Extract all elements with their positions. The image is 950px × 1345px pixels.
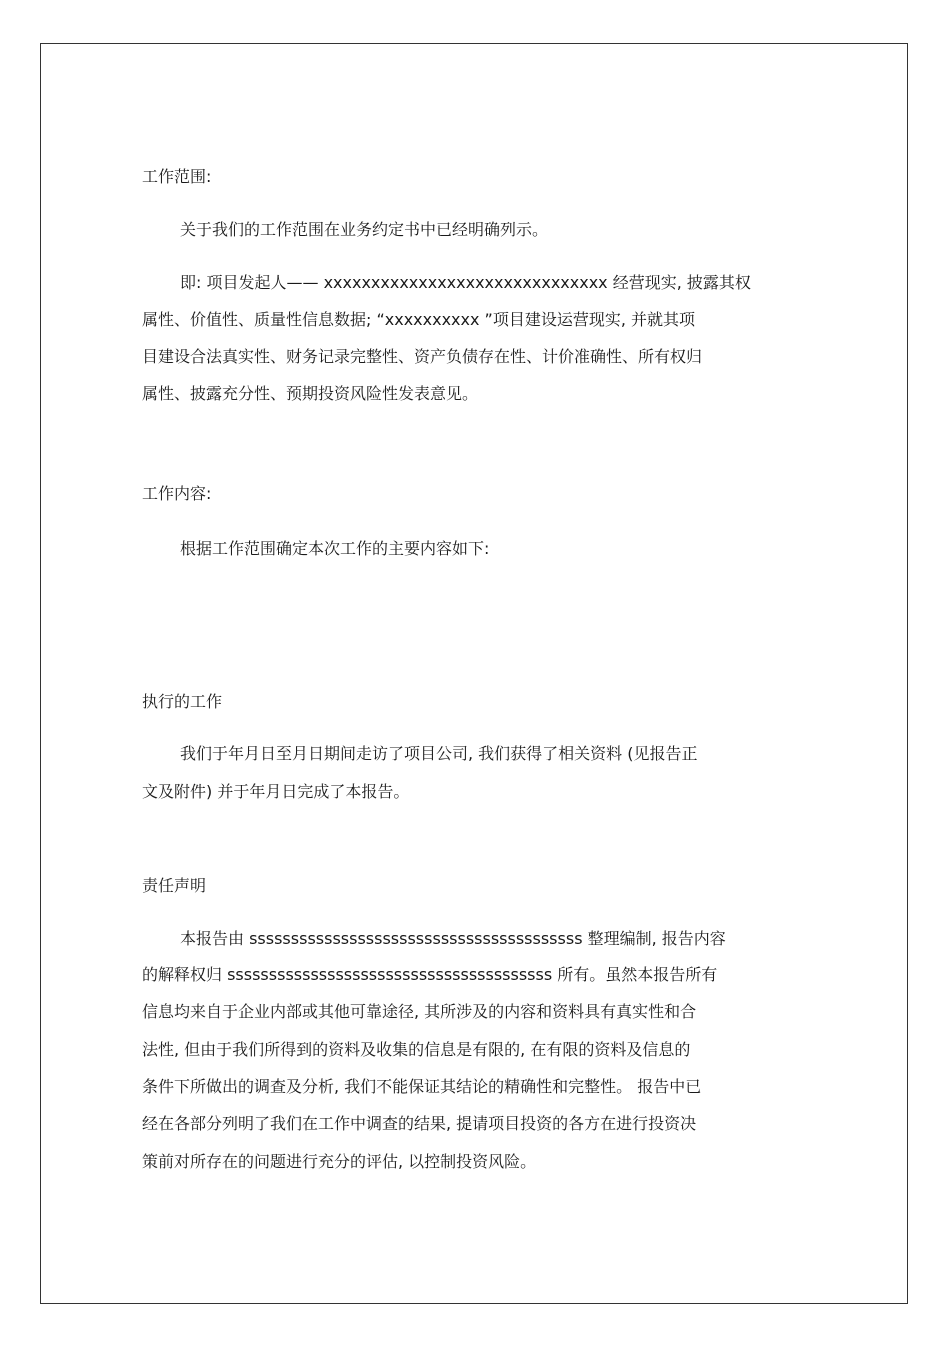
content-heading: 工作内容: <box>142 484 212 503</box>
liability-heading: 责任声明 <box>142 876 207 895</box>
scope-paragraph-2-line-1: 即: 项目发起人—— xxxxxxxxxxxxxxxxxxxxxxxxxxxxxx 经营现实, 披露其权 <box>180 273 751 292</box>
content-paragraph-1: 根据工作范围确定本次工作的主要内容如下: <box>180 539 490 558</box>
scope-paragraph-2-line-2: 属性、价值性、质量性信息数据; “xxxxxxxxxx ”项目建设运营现实, 并就其项 <box>142 310 696 329</box>
work-line-1: 我们于年月日至月日期间走访了项目公司, 我们获得了相关资料 (见报告正 <box>180 744 698 763</box>
liability-line-3: 信息均来自于企业内部或其他可靠途径, 其所涉及的内容和资料具有真实性和合 <box>142 1002 697 1021</box>
liability-line-5: 条件下所做出的调查及分析, 我们不能保证其结论的精确性和完整性。 报告中已 <box>142 1077 702 1096</box>
work-line-2: 文及附件) 并于年月日完成了本报告。 <box>142 782 410 801</box>
liability-line-7: 策前对所存在的问题进行充分的评估, 以控制投资风险。 <box>142 1152 537 1171</box>
liability-line-6: 经在各部分列明了我们在工作中调查的结果, 提请项目投资的各方在进行投资决 <box>142 1114 697 1133</box>
scope-heading: 工作范围: <box>142 167 212 186</box>
work-heading: 执行的工作 <box>142 692 223 711</box>
liability-line-2: 的解释权归 sssssssssssssssssssssssssssssssssssssss 所有。虽然本报告所有 <box>142 965 718 984</box>
liability-line-1: 本报告由 ssssssssssssssssssssssssssssssssssssssss 整理编制, 报告内容 <box>180 929 726 948</box>
scope-paragraph-2-line-3: 目建设合法真实性、财务记录完整性、资产负债存在性、计价准确性、所有权归 <box>142 347 703 366</box>
liability-line-4: 法性, 但由于我们所得到的资料及收集的信息是有限的, 在有限的资料及信息的 <box>142 1040 691 1059</box>
scope-paragraph-2-line-4: 属性、披露充分性、预期投资风险性发表意见。 <box>142 384 479 403</box>
scope-paragraph-1: 关于我们的工作范围在业务约定书中已经明确列示。 <box>180 220 549 239</box>
